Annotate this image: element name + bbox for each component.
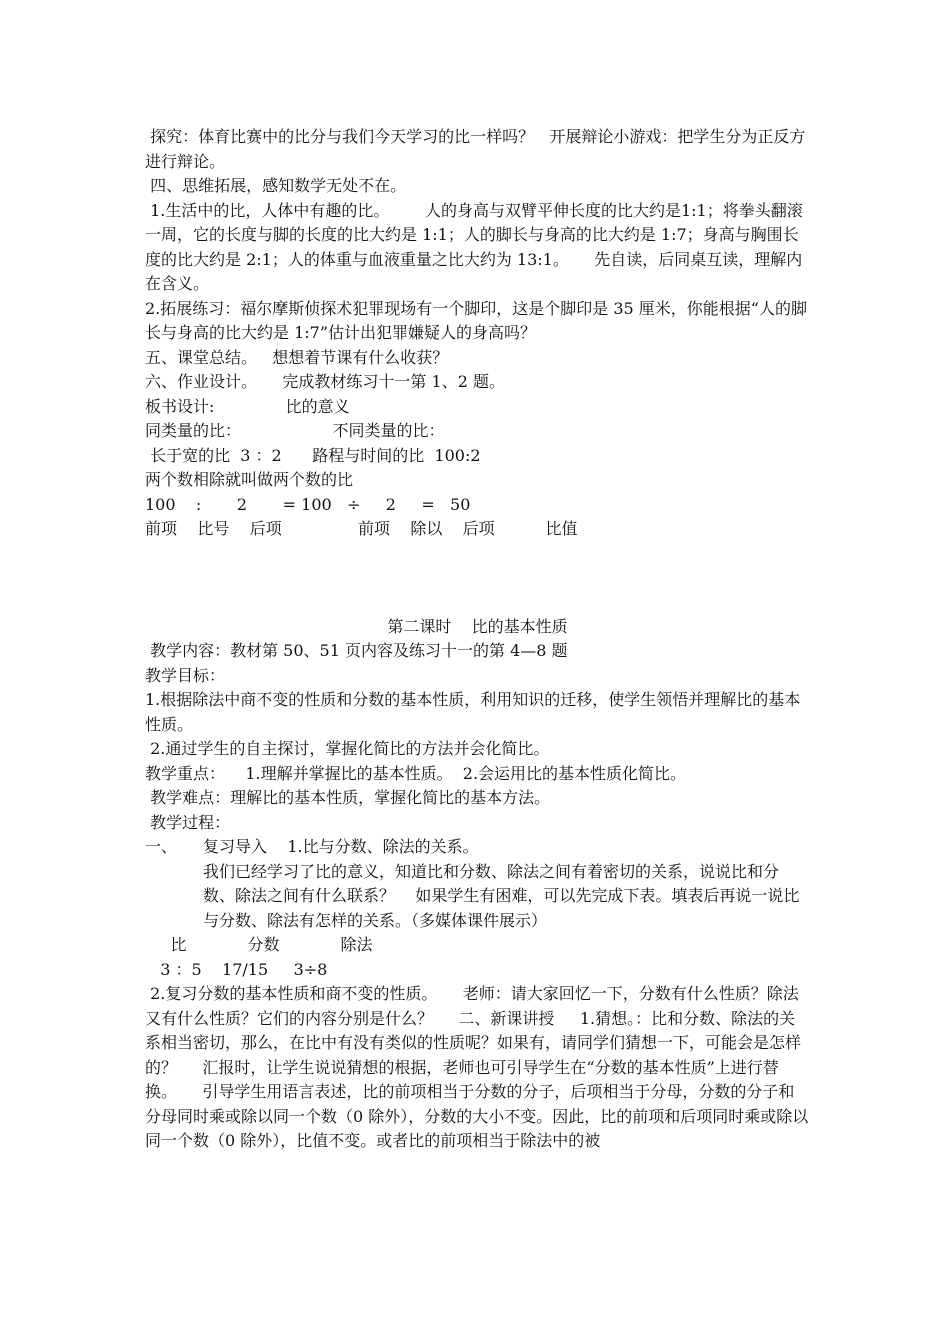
goal-2: 2.通过学生的自主探讨，掌握化简比的方法并会化简比。 [145, 739, 550, 758]
blackboard-title: 板书设计: 比的意义 [145, 396, 350, 416]
spacer [145, 542, 810, 615]
teaching-process-label: 教学过程： [145, 812, 231, 832]
goal-1: 1.根据除法中商不变的性质和分数的基本性质，利用知识的迁移，使学生领悟并理解比的基本性质。 [145, 690, 801, 734]
blackboard-equation: 100 : 2 = 100 ÷ 2 = 50 [145, 494, 471, 514]
teaching-content: 教学内容：教材第 50、51 页内容及练习十一的第 4—8 题 [145, 641, 568, 660]
blackboard-line: 同类量的比： 不同类量的比： [145, 421, 445, 440]
table-header: 比 分数 除法 [145, 935, 373, 954]
blackboard-line: 两个数相除就叫做两个数的比 [145, 470, 354, 489]
section-heading-5: 五、课堂总结。 想想着节课有什么收获？ [145, 347, 449, 367]
list-marker: 一、 [145, 837, 178, 856]
review-heading: 复习导入 1.比与分数、除法的关系。 [203, 837, 479, 856]
teaching-focus: 教学重点： 1.理解并掌握比的基本性质。 2.会运用比的基本性质化简比。 [145, 763, 687, 783]
paragraph-debate: 探究：体育比赛中的比分与我们今天学习的比一样吗？ 开展辩论小游戏：把学生分为正反方进行辩论。 [145, 127, 806, 171]
table-row: 3 ：5 17/15 3÷8 [145, 959, 328, 979]
section-heading-6: 六、作业设计。 完成教材练习十一第 1、2 题。 [145, 372, 505, 391]
review-heading-row [145, 835, 810, 860]
review-body: 我们已经学习了比的意义，知道比和分数、除法之间有着密切的关系，说说比和分数、除法之间有什么联系？ 如果学生有困难，可以先完成下表。填表后再说一说比与分数、除法有怎样的关系。（多媒体课件展示） [203, 861, 800, 930]
paragraph-body-ratios: 1.生活中的比，人体中有趣的比。 人的身高与双臂平伸长度的比大约是1:1；将拳头翻滚一周，它的长度与脚的长度的比大约是 1:1；人的脚长与身高的比大约是 1:7；身高与胸围长度的比大约是 2:1；人的体重与血液重量之比大约为 13:1。 先自读，后同桌互读，理解内在含义。 [145, 200, 803, 293]
blackboard-terms: 前项 比号 后项 前项 除以 后项 比值 [145, 519, 578, 538]
teaching-difficulty: 教学难点：理解比的基本性质，掌握化简比的基本方法。 [145, 788, 551, 807]
document-page [145, 125, 810, 1154]
blackboard-line: 长于宽的比 3 ：2 路程与时间的比 100:2 [145, 445, 481, 465]
paragraph-review-2: 2.复习分数的基本性质和商不变的性质。 老师：请大家回忆一下，分数有什么性质？除法又有什么性质？它们的内容分别是什么？ 二、新课讲授 1.猜想。：比和分数、除法的关系相当密切，那么，在比中有没有类似的性质呢？如果有，请同学们猜想一下，可能会是怎样的？ 汇报时，让学生说说猜想的根据，老师也可引导学生在“分数的基本性质”上进行替换。 引导学生用语言表述，比的前项相当于分数的分子，后项相当于分母，分数的分子和分母同时乘或除以同一个数（0 除外），分数的大小不变。因此，比的前项和后项同时乘或除以同一个数（0 除外），比值不变。或者比的前项相当于除法中的被 [145, 984, 809, 1150]
section-heading-4: 四、思维拓展，感知数学无处不在。 [145, 176, 407, 195]
paragraph-exercise: 2.拓展练习：福尔摩斯侦探术犯罪现场有一个脚印，这是个脚印是 35 厘米，你能根据“人的脚长与身高的比大约是 1:7”估计出犯罪嫌疑人的身高吗？ [145, 298, 807, 342]
lesson-title: 第二课时 比的基本性质 [387, 616, 568, 636]
teaching-goals-label: 教学目标： [145, 665, 226, 685]
